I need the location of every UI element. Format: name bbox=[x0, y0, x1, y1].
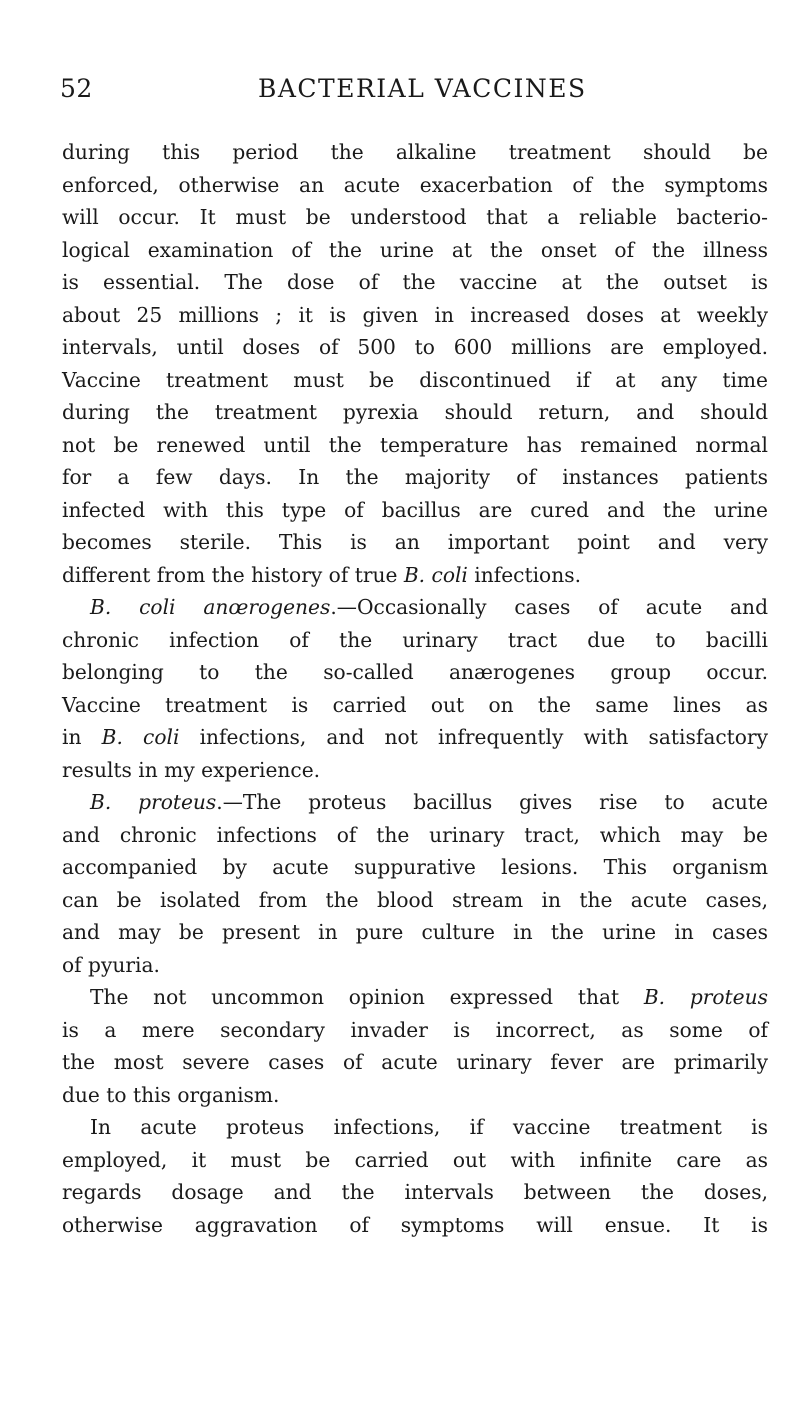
text-line: intervals, until doses of 500 to 600 millions are employed. bbox=[62, 335, 768, 359]
text-line: The not uncommon opinion expressed that B. proteus bbox=[90, 985, 768, 1009]
text-line: is a mere secondary invader is incorrect, as some of bbox=[62, 1017, 768, 1042]
text-line: In acute proteus infections, if vaccine treatment is bbox=[90, 1115, 768, 1139]
text-line: Vaccine treatment is carried out on the same lines as bbox=[62, 692, 768, 717]
section-heading-line: B. proteus.—The proteus bacillus gives rise to acute bbox=[90, 790, 768, 814]
body-text bbox=[62, 136, 768, 1241]
section-heading: B. coli anœrogenes bbox=[90, 595, 331, 619]
text-line: and may be present in pure culture in the urine in cases bbox=[62, 920, 768, 944]
text-line: results in my experience. bbox=[62, 757, 321, 782]
text-line: the most severe cases of acute urinary fever are primarily bbox=[62, 1050, 768, 1074]
species-name: B. coli bbox=[403, 562, 468, 587]
text-line: not be renewed until the temperature has remained normal bbox=[62, 432, 768, 457]
text-line: regards dosage and the intervals between the doses, bbox=[62, 1180, 768, 1204]
text-line: logical examination of the urine at the onset of the illness bbox=[62, 237, 768, 262]
text-line: during the treatment pyrexia should return, and should bbox=[62, 400, 768, 424]
text-line: enforced, otherwise an acute exacerbation of the symptoms bbox=[62, 172, 768, 197]
text-line: belonging to the so-called anærogenes group occur. bbox=[62, 660, 768, 684]
text-line: and chronic infections of the urinary tract, which may be bbox=[62, 822, 768, 847]
text-line: due to this organism. bbox=[62, 1082, 280, 1107]
section-heading: B. proteus bbox=[90, 790, 217, 814]
text-line: will occur. It must be understood that a reliable bacterio- bbox=[62, 205, 768, 229]
text-line: of pyuria. bbox=[62, 952, 160, 977]
text-line: in B. coli infections, and not infrequently with satisfactory bbox=[62, 725, 768, 749]
text-line: for a few days. In the majority of instances patients bbox=[62, 465, 768, 489]
text-line: employed, it must be carried out with infinite care as bbox=[62, 1147, 768, 1172]
text-line: can be isolated from the blood stream in the acute cases, bbox=[62, 887, 768, 912]
text-line: infected with this type of bacillus are cured and the urine bbox=[62, 497, 768, 522]
text-line: during this period the alkaline treatment should be bbox=[62, 140, 768, 164]
text-line: about 25 millions ; it is given in increased doses at weekly bbox=[62, 302, 768, 327]
running-head bbox=[60, 74, 760, 114]
text-line: otherwise aggravation of symptoms will ensue. It is bbox=[62, 1212, 768, 1237]
running-title: BACTERIAL VACCINES bbox=[258, 74, 587, 103]
text-line: is essential. The dose of the vaccine at the outset is bbox=[62, 270, 768, 294]
text-line: becomes sterile. This is an important point and very bbox=[62, 530, 768, 554]
species-name: B. coli bbox=[101, 725, 180, 749]
text-line: different from the history of true B. coli infections. bbox=[62, 562, 581, 587]
page-number: 52 bbox=[60, 74, 93, 103]
text-line: accompanied by acute suppurative lesions. This organism bbox=[62, 855, 768, 879]
section-heading-line: B. coli anœrogenes.—Occasionally cases of acute and bbox=[90, 595, 768, 619]
text-line: chronic infection of the urinary tract due to bacilli bbox=[62, 627, 768, 652]
text-line: Vaccine treatment must be discontinued if at any time bbox=[62, 367, 768, 392]
species-name: B. proteus bbox=[643, 985, 768, 1009]
